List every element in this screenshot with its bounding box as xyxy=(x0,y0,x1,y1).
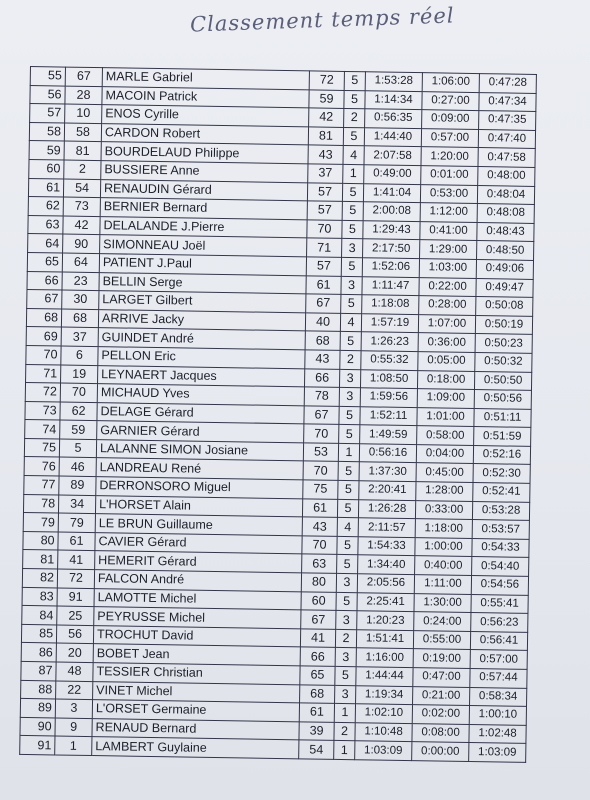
name-cell: L'HORSET Alain xyxy=(95,495,302,517)
name-cell: PELLON Eric xyxy=(98,347,305,369)
bib-cell: 5 xyxy=(59,439,96,458)
handicap-cell: 0:00:00 xyxy=(412,742,469,761)
category-cell: 2 xyxy=(340,350,361,369)
rank-cell: 90 xyxy=(20,717,55,736)
age-cell: 41 xyxy=(300,629,335,648)
total-time-cell: 0:56:16 xyxy=(359,444,416,463)
name-cell: TROCHUT David xyxy=(93,625,300,647)
handicap-cell: 0:19:00 xyxy=(413,649,470,668)
category-cell: 5 xyxy=(337,555,358,574)
age-cell: 70 xyxy=(304,424,339,443)
handicap-cell: 0:09:00 xyxy=(422,110,479,129)
bib-cell: 54 xyxy=(63,179,100,198)
bib-cell: 2 xyxy=(64,160,101,179)
rank-cell: 74 xyxy=(25,420,60,439)
category-cell: 1 xyxy=(343,164,364,183)
bib-cell: 37 xyxy=(61,327,98,346)
category-cell: 4 xyxy=(337,518,358,537)
name-cell: HEMERIT Gérard xyxy=(95,551,302,573)
bib-cell: 23 xyxy=(62,272,99,291)
bib-cell: 3 xyxy=(55,699,92,718)
age-cell: 59 xyxy=(309,89,344,108)
category-cell: 3 xyxy=(335,648,356,667)
handicap-cell: 1:29:00 xyxy=(420,240,477,259)
bib-cell: 34 xyxy=(58,495,95,514)
age-cell: 63 xyxy=(302,554,337,573)
handicap-cell: 0:08:00 xyxy=(412,723,469,742)
age-cell: 61 xyxy=(299,703,334,722)
handicap-cell: 1:03:00 xyxy=(419,259,476,278)
rank-cell: 57 xyxy=(30,104,65,123)
age-cell: 61 xyxy=(306,275,341,294)
category-cell: 5 xyxy=(342,202,363,221)
real-time-cell: 0:53:57 xyxy=(472,520,529,539)
real-time-cell: 0:52:41 xyxy=(473,483,530,502)
age-cell: 70 xyxy=(307,220,342,239)
age-cell: 66 xyxy=(304,368,339,387)
total-time-cell: 0:49:00 xyxy=(364,165,421,184)
handicap-cell: 1:01:00 xyxy=(417,407,474,426)
age-cell: 60 xyxy=(301,591,336,610)
real-time-cell: 0:47:35 xyxy=(479,111,536,130)
age-cell: 57 xyxy=(306,257,341,276)
rank-cell: 80 xyxy=(23,531,58,550)
bib-cell: 28 xyxy=(65,86,102,105)
total-time-cell: 1:52:06 xyxy=(362,258,419,277)
handicap-cell: 0:53:00 xyxy=(420,184,477,203)
real-time-cell: 0:49:47 xyxy=(476,278,533,297)
category-cell: 2 xyxy=(334,722,355,741)
age-cell: 68 xyxy=(300,684,335,703)
real-time-cell: 0:53:28 xyxy=(472,501,529,520)
category-cell: 5 xyxy=(341,257,362,276)
rank-cell: 82 xyxy=(22,568,57,587)
category-cell: 5 xyxy=(340,332,361,351)
category-cell: 4 xyxy=(343,146,364,165)
page-title: Classement temps réel xyxy=(189,3,455,37)
real-time-cell: 0:48:43 xyxy=(477,222,534,241)
total-time-cell: 1:19:34 xyxy=(356,685,413,704)
rank-cell: 59 xyxy=(29,141,64,160)
bib-cell: 56 xyxy=(56,625,93,644)
rank-cell: 71 xyxy=(26,364,61,383)
category-cell: 3 xyxy=(335,685,356,704)
rank-cell: 89 xyxy=(20,699,55,718)
handicap-cell: 0:02:00 xyxy=(412,705,469,724)
bib-cell: 90 xyxy=(63,234,100,253)
bib-cell: 19 xyxy=(61,365,98,384)
category-cell: 5 xyxy=(342,220,363,239)
category-cell: 5 xyxy=(339,406,360,425)
bib-cell: 59 xyxy=(60,420,97,439)
name-cell: FALCON André xyxy=(94,570,301,592)
handicap-cell: 1:30:00 xyxy=(414,593,471,612)
bib-cell: 72 xyxy=(57,569,94,588)
age-cell: 67 xyxy=(306,294,341,313)
rank-cell: 91 xyxy=(20,736,55,755)
handicap-cell: 0:45:00 xyxy=(416,463,473,482)
real-time-cell: 0:57:44 xyxy=(470,668,527,687)
category-cell: 5 xyxy=(337,499,358,518)
results-table-body xyxy=(20,67,537,763)
total-time-cell: 2:17:50 xyxy=(363,239,420,258)
age-cell: 43 xyxy=(305,350,340,369)
handicap-cell: 0:27:00 xyxy=(422,91,479,110)
rank-cell: 58 xyxy=(29,122,64,141)
name-cell: PEYRUSSE Michel xyxy=(94,607,301,629)
bib-cell: 58 xyxy=(64,123,101,142)
category-cell: 2 xyxy=(344,109,365,128)
rank-cell: 70 xyxy=(26,345,61,364)
total-time-cell: 1:26:23 xyxy=(361,332,418,351)
total-time-cell: 1:54:33 xyxy=(358,537,415,556)
total-time-cell: 2:20:41 xyxy=(359,481,416,500)
real-time-cell: 0:52:16 xyxy=(473,445,530,464)
total-time-cell: 2:05:56 xyxy=(357,574,414,593)
age-cell: 37 xyxy=(308,164,343,183)
category-cell: 3 xyxy=(342,239,363,258)
bib-cell: 25 xyxy=(57,606,94,625)
category-cell: 5 xyxy=(341,295,362,314)
name-cell: BELLIN Serge xyxy=(99,272,306,294)
name-cell: LARGET Gilbert xyxy=(99,291,306,313)
total-time-cell: 0:55:32 xyxy=(361,351,418,370)
name-cell: RENAUD Bernard xyxy=(92,718,299,740)
category-cell: 3 xyxy=(341,276,362,295)
name-cell: LAMOTTE Michel xyxy=(94,588,301,610)
name-cell: L'ORSET Germaine xyxy=(92,700,299,722)
age-cell: 61 xyxy=(302,498,337,517)
category-cell: 5 xyxy=(342,183,363,202)
category-cell: 4 xyxy=(340,313,361,332)
total-time-cell: 1:03:09 xyxy=(355,741,412,760)
rank-cell: 83 xyxy=(22,587,57,606)
real-time-cell: 0:49:06 xyxy=(476,259,533,278)
bib-cell: 81 xyxy=(64,141,101,160)
handicap-cell: 0:36:00 xyxy=(418,333,475,352)
age-cell: 72 xyxy=(309,71,344,90)
handicap-cell: 1:00:00 xyxy=(415,537,472,556)
bib-cell: 30 xyxy=(62,290,99,309)
handicap-cell: 1:07:00 xyxy=(418,314,475,333)
name-cell: LE BRUN Guillaume xyxy=(95,514,302,536)
bib-cell: 1 xyxy=(55,736,92,755)
handicap-cell: 1:12:00 xyxy=(420,203,477,222)
rank-cell: 63 xyxy=(28,215,63,234)
bib-cell: 91 xyxy=(57,588,94,607)
handicap-cell: 0:40:00 xyxy=(415,556,472,575)
real-time-cell: 1:00:10 xyxy=(469,706,526,725)
age-cell: 57 xyxy=(307,182,342,201)
category-cell: 3 xyxy=(339,387,360,406)
name-cell: ENOS Cyrille xyxy=(102,105,309,127)
category-cell: 1 xyxy=(334,741,355,760)
age-cell: 39 xyxy=(299,722,334,741)
rank-cell: 60 xyxy=(29,159,64,178)
age-cell: 78 xyxy=(304,387,339,406)
name-cell: CAVIER Gérard xyxy=(95,532,302,554)
handicap-cell: 1:20:00 xyxy=(421,147,478,166)
age-cell: 71 xyxy=(307,238,342,257)
handicap-cell: 1:28:00 xyxy=(416,482,473,501)
rank-cell: 69 xyxy=(26,327,61,346)
handicap-cell: 1:06:00 xyxy=(422,73,479,92)
bib-cell: 6 xyxy=(61,346,98,365)
age-cell: 75 xyxy=(303,480,338,499)
real-time-cell: 0:56:23 xyxy=(471,613,528,632)
rank-cell: 65 xyxy=(27,252,62,271)
total-time-cell: 1:02:10 xyxy=(355,704,412,723)
total-time-cell: 1:20:23 xyxy=(357,611,414,630)
real-time-cell: 0:54:40 xyxy=(472,557,529,576)
rank-cell: 87 xyxy=(21,661,56,680)
name-cell: LALANNE SIMON Josiane xyxy=(96,439,303,461)
real-time-cell: 0:50:08 xyxy=(476,297,533,316)
name-cell: GUINDET André xyxy=(98,328,305,350)
rank-cell: 76 xyxy=(24,457,59,476)
total-time-cell: 1:51:41 xyxy=(356,630,413,649)
handicap-cell: 0:41:00 xyxy=(420,221,477,240)
age-cell: 54 xyxy=(299,740,334,759)
bib-cell: 73 xyxy=(63,197,100,216)
category-cell: 3 xyxy=(336,611,357,630)
rank-cell: 67 xyxy=(27,290,62,309)
name-cell: DERRONSORO Miguel xyxy=(96,477,303,499)
bib-cell: 22 xyxy=(56,681,93,700)
name-cell: BOURDELAUD Philippe xyxy=(101,142,308,164)
handicap-cell: 0:57:00 xyxy=(421,128,478,147)
real-time-cell: 1:03:09 xyxy=(469,743,526,762)
rank-cell: 66 xyxy=(27,271,62,290)
total-time-cell: 2:07:58 xyxy=(364,146,421,165)
handicap-cell: 0:04:00 xyxy=(416,444,473,463)
category-cell: 5 xyxy=(335,666,356,685)
real-time-cell: 0:51:59 xyxy=(474,427,531,446)
total-time-cell: 1:49:59 xyxy=(360,425,417,444)
rank-cell: 72 xyxy=(25,383,60,402)
total-time-cell: 1:11:47 xyxy=(362,276,419,295)
real-time-cell: 0:47:34 xyxy=(479,92,536,111)
name-cell: BOBET Jean xyxy=(93,644,300,666)
rank-cell: 55 xyxy=(30,67,65,86)
total-time-cell: 1:37:30 xyxy=(359,462,416,481)
real-time-cell: 0:52:30 xyxy=(473,464,530,483)
total-time-cell: 1:44:40 xyxy=(364,128,421,147)
total-time-cell: 2:11:57 xyxy=(358,518,415,537)
name-cell: TESSIER Christian xyxy=(93,663,300,685)
category-cell: 5 xyxy=(344,90,365,109)
total-time-cell: 1:57:19 xyxy=(361,313,418,332)
total-time-cell: 1:18:08 xyxy=(362,295,419,314)
category-cell: 5 xyxy=(337,536,358,555)
rank-cell: 73 xyxy=(25,401,60,420)
age-cell: 67 xyxy=(304,406,339,425)
handicap-cell: 0:01:00 xyxy=(421,166,478,185)
category-cell: 5 xyxy=(336,592,357,611)
real-time-cell: 0:48:04 xyxy=(477,185,534,204)
total-time-cell: 1:41:04 xyxy=(363,183,420,202)
age-cell: 68 xyxy=(305,331,340,350)
real-time-cell: 0:58:34 xyxy=(470,687,527,706)
name-cell: DELALANDE J.Pierre xyxy=(100,216,307,238)
real-time-cell: 0:55:41 xyxy=(471,594,528,613)
handicap-cell: 0:28:00 xyxy=(419,296,476,315)
real-time-cell: 0:50:23 xyxy=(475,334,532,353)
handicap-cell: 1:11:00 xyxy=(414,575,471,594)
category-cell: 3 xyxy=(336,573,357,592)
rank-cell: 75 xyxy=(24,438,59,457)
age-cell: 43 xyxy=(302,517,337,536)
real-time-cell: 0:50:19 xyxy=(475,315,532,334)
name-cell: MICHAUD Yves xyxy=(97,384,304,406)
category-cell: 5 xyxy=(338,462,359,481)
real-time-cell: 0:50:50 xyxy=(474,371,531,390)
real-time-cell: 0:47:40 xyxy=(478,129,535,148)
total-time-cell: 1:34:40 xyxy=(358,555,415,574)
total-time-cell: 1:08:50 xyxy=(360,369,417,388)
age-cell: 67 xyxy=(301,610,336,629)
rank-cell: 61 xyxy=(28,178,63,197)
name-cell: LEYNAERT Jacques xyxy=(98,365,305,387)
rank-cell: 56 xyxy=(30,85,65,104)
bib-cell: 61 xyxy=(58,532,95,551)
real-time-cell: 0:50:32 xyxy=(475,352,532,371)
total-time-cell: 1:10:48 xyxy=(355,722,412,741)
real-time-cell: 0:54:33 xyxy=(472,538,529,557)
bib-cell: 70 xyxy=(60,383,97,402)
name-cell: MARLE Gabriel xyxy=(102,68,309,90)
handicap-cell: 0:21:00 xyxy=(413,686,470,705)
real-time-cell: 0:56:41 xyxy=(470,631,527,650)
handicap-cell: 0:24:00 xyxy=(414,612,471,631)
category-cell: 3 xyxy=(339,369,360,388)
results-table xyxy=(19,66,537,763)
bib-cell: 67 xyxy=(65,67,102,86)
bib-cell: 62 xyxy=(60,402,97,421)
rank-cell: 88 xyxy=(21,680,56,699)
rank-cell: 62 xyxy=(28,197,63,216)
rank-cell: 64 xyxy=(28,234,63,253)
real-time-cell: 0:47:28 xyxy=(479,74,536,93)
age-cell: 66 xyxy=(300,647,335,666)
name-cell: MACOIN Patrick xyxy=(102,86,309,108)
name-cell: LAMBERT Guylaine xyxy=(92,737,299,759)
bib-cell: 89 xyxy=(59,476,96,495)
real-time-cell: 0:50:56 xyxy=(474,390,531,409)
rank-cell: 77 xyxy=(24,476,59,495)
name-cell: LANDREAU René xyxy=(96,458,303,480)
rank-cell: 85 xyxy=(21,624,56,643)
age-cell: 53 xyxy=(303,443,338,462)
bib-cell: 46 xyxy=(59,457,96,476)
age-cell: 80 xyxy=(301,573,336,592)
bib-cell: 10 xyxy=(65,104,102,123)
bib-cell: 42 xyxy=(63,216,100,235)
age-cell: 81 xyxy=(308,127,343,146)
total-time-cell: 1:44:44 xyxy=(356,667,413,686)
age-cell: 43 xyxy=(308,145,343,164)
total-time-cell: 1:52:11 xyxy=(360,406,417,425)
name-cell: BUSSIERE Anne xyxy=(101,161,308,183)
rank-cell: 84 xyxy=(22,606,57,625)
bib-cell: 48 xyxy=(56,662,93,681)
rank-cell: 86 xyxy=(21,643,56,662)
real-time-cell: 0:48:50 xyxy=(477,241,534,260)
name-cell: DELAGE Gérard xyxy=(97,402,304,424)
real-time-cell: 0:57:00 xyxy=(470,650,527,669)
total-time-cell: 2:25:41 xyxy=(357,592,414,611)
handicap-cell: 0:05:00 xyxy=(418,352,475,371)
real-time-cell: 0:47:58 xyxy=(478,148,535,167)
bib-cell: 79 xyxy=(58,513,95,532)
age-cell: 57 xyxy=(307,201,342,220)
name-cell: BERNIER Bernard xyxy=(100,198,307,220)
total-time-cell: 1:53:28 xyxy=(365,72,422,91)
real-time-cell: 1:02:48 xyxy=(469,724,526,743)
name-cell: GARNIER Gérard xyxy=(97,421,304,443)
handicap-cell: 0:33:00 xyxy=(415,500,472,519)
real-time-cell: 0:48:00 xyxy=(478,167,535,186)
age-cell: 65 xyxy=(300,666,335,685)
rank-cell: 79 xyxy=(23,513,58,532)
name-cell: RENAUDIN Gérard xyxy=(100,179,307,201)
bib-cell: 64 xyxy=(62,253,99,272)
age-cell: 40 xyxy=(305,313,340,332)
handicap-cell: 0:47:00 xyxy=(413,668,470,687)
category-cell: 5 xyxy=(344,71,365,90)
rank-cell: 68 xyxy=(26,308,61,327)
handicap-cell: 0:58:00 xyxy=(417,426,474,445)
bib-cell: 41 xyxy=(58,550,95,569)
age-cell: 42 xyxy=(309,108,344,127)
handicap-cell: 1:09:00 xyxy=(417,389,474,408)
rank-cell: 78 xyxy=(23,494,58,513)
category-cell: 5 xyxy=(343,127,364,146)
handicap-cell: 1:18:00 xyxy=(415,519,472,538)
name-cell: PATIENT J.Paul xyxy=(99,254,306,276)
total-time-cell: 1:26:28 xyxy=(358,499,415,518)
bib-cell: 68 xyxy=(61,309,98,328)
total-time-cell: 2:00:08 xyxy=(363,202,420,221)
handicap-cell: 0:18:00 xyxy=(417,370,474,389)
total-time-cell: 0:56:35 xyxy=(365,109,422,128)
total-time-cell: 1:16:00 xyxy=(356,648,413,667)
real-time-cell: 0:51:11 xyxy=(474,408,531,427)
bib-cell: 20 xyxy=(56,643,93,662)
total-time-cell: 1:29:43 xyxy=(363,221,420,240)
total-time-cell: 1:59:56 xyxy=(360,388,417,407)
name-cell: CARDON Robert xyxy=(101,123,308,145)
name-cell: ARRIVE Jacky xyxy=(98,309,305,331)
real-time-cell: 0:54:56 xyxy=(471,576,528,595)
category-cell: 1 xyxy=(334,704,355,723)
total-time-cell: 1:14:34 xyxy=(365,90,422,109)
age-cell: 70 xyxy=(303,461,338,480)
category-cell: 2 xyxy=(335,629,356,648)
real-time-cell: 0:48:08 xyxy=(477,204,534,223)
name-cell: SIMONNEAU Joël xyxy=(100,235,307,257)
handicap-cell: 0:55:00 xyxy=(413,630,470,649)
category-cell: 5 xyxy=(338,480,359,499)
age-cell: 70 xyxy=(302,536,337,555)
handicap-cell: 0:22:00 xyxy=(419,277,476,296)
category-cell: 5 xyxy=(339,425,360,444)
rank-cell: 81 xyxy=(23,550,58,569)
bib-cell: 9 xyxy=(55,718,92,737)
category-cell: 1 xyxy=(338,443,359,462)
name-cell: VINET Michel xyxy=(93,681,300,703)
